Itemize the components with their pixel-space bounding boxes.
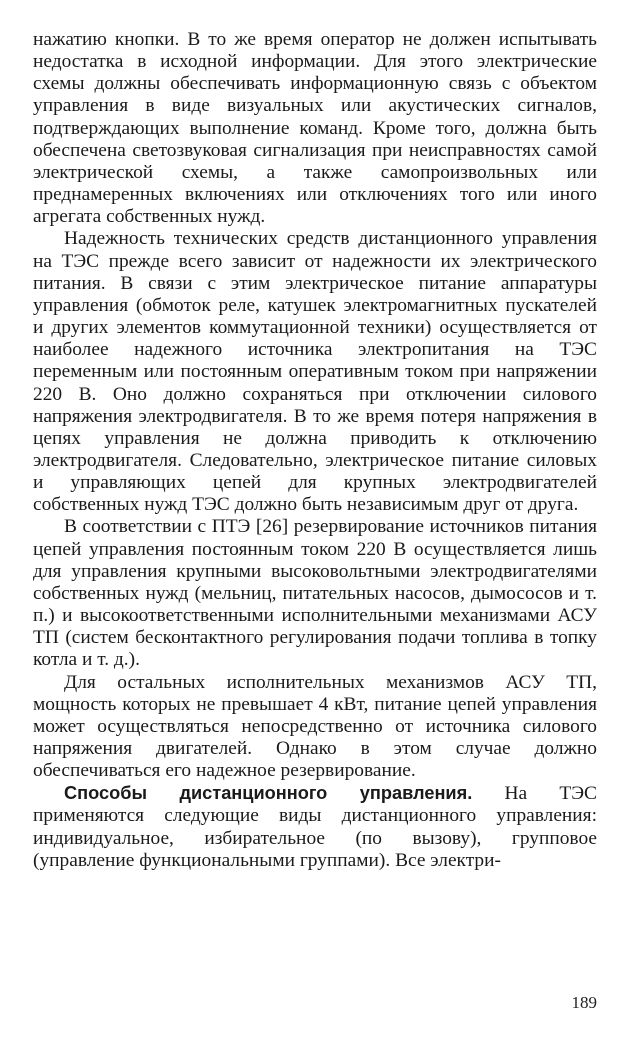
paragraph-4-text: Для остальных исполнительных механизмов АСУ ТП, мощность которых не превышает 4 кВт, питание цепей управления может осуществляться непосредственно от источника силового напряжения двигателей. Однако в этом случае должно обеспечиваться его надежное резервирование. [33, 671, 597, 782]
paragraph-5-text: На ТЭС применяются следующие виды дистанционного управления: индивидуальное, избирательное (по вызову), групповое (управление функциональными группами). Все электри- [33, 783, 597, 871]
section-run-in-heading: Способы дистанционного управления. [64, 783, 473, 804]
paragraph-3 [33, 516, 597, 671]
paragraph-3-text: В соответствии с ПТЭ [26] резервирование источников питания цепей управления постоянным током 220 В осуществляется лишь для управления крупными высоковольтными электродвигателями собственных нужд (мельниц, питательных насосов, дымососов и т. п.) и высокоответственными исполнительными механизмами АСУ ТП (систем бесконтактного регулирования подачи топлива в топку котла и т. д.). [33, 516, 597, 671]
paragraph-2 [33, 228, 597, 516]
paragraph-1-text: нажатию кнопки. В то же время оператор не должен испытывать недостатка в исходной информации. Для этого электрические схемы должны обеспечивать информационную связь с объектом управления в виде визуальных или акустических сигналов, подтверждающих выполнение команд. Кроме того, должна быть обеспечена светозвуковая сигнализация при неисправностях самой электрической схемы, а также самопроизвольных или преднамеренных включениях или отключениях того или иного агрегата собственных нужд. [33, 29, 597, 228]
page-number: 189 [571, 993, 597, 1012]
paragraph-5 [33, 782, 597, 872]
paragraph-1 [33, 29, 597, 228]
paragraph-2-text: Надежность технических средств дистанционного управления на ТЭС прежде всего зависит от надежности их электрического питания. В связи с этим электрическое питание аппаратуры управления (обмоток реле, катушек электромагнитных пускателей и других элементов коммутационной техники) осуществляется от наиболее надежного источника электропитания на ТЭС переменным или постоянным оперативным током при напряжении 220 В. Оно должно сохраняться при отключении силового напряжения электродвигателя. В то же время потеря напряжения в цепях управления не должна приводить к отключению электродвигателя. Следовательно, электрическое питание силовых и управляющих цепей для крупных электродвигателей собственных нужд ТЭС должно быть независимым друг от друга. [33, 228, 597, 516]
paragraph-4 [33, 672, 597, 783]
page-body [33, 29, 597, 872]
